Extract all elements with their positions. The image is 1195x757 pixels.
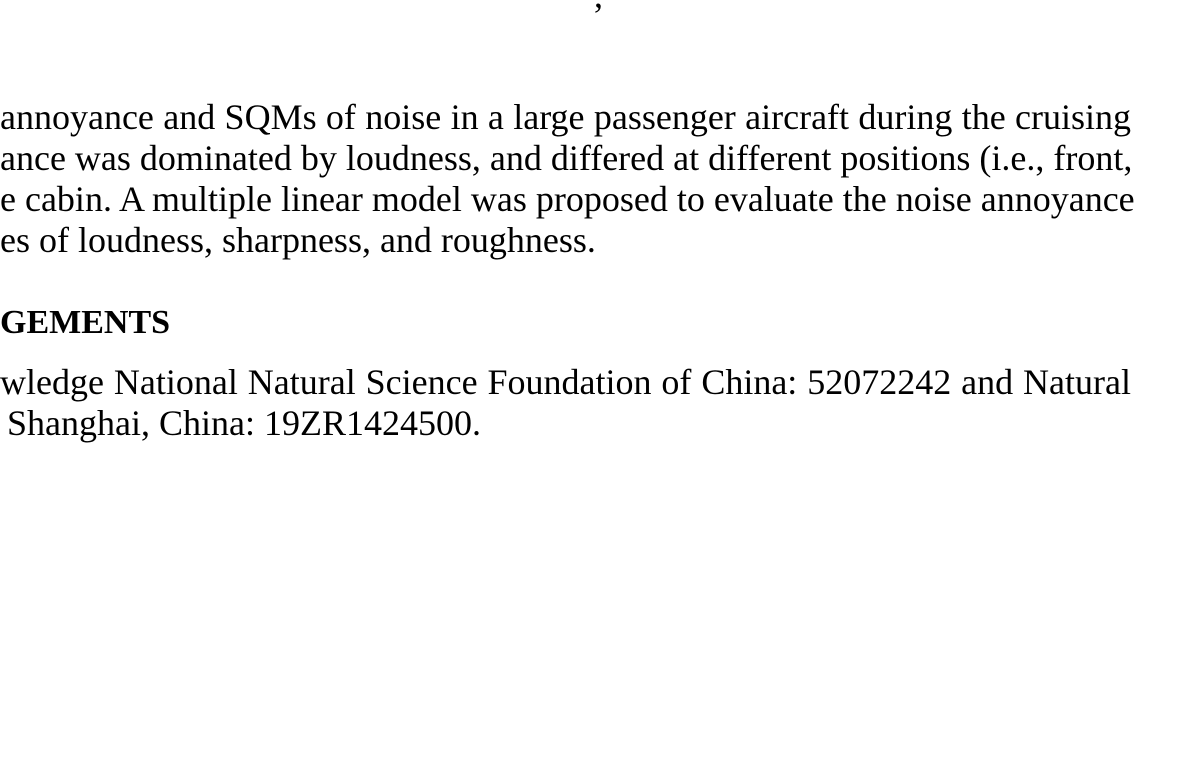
acknowledgement-paragraph-line-2: Shanghai, China: 19ZR1424500. <box>7 403 481 443</box>
cut-off-text-line <box>0 0 603 16</box>
conclusion-paragraph-line-4: es of loudness, sharpness, and roughness. <box>0 220 596 260</box>
conclusion-paragraph-line-1: annoyance and SQMs of noise in a large passenger aircraft during the cruising <box>0 97 1131 137</box>
acknowledgement-paragraph-line-1: wledge National Natural Science Foundation of China: 52072242 and Natural <box>0 362 1131 402</box>
section-heading-acknowledgements: GEMENTS <box>0 304 171 341</box>
conclusion-paragraph-line-3: e cabin. A multiple linear model was proposed to evaluate the noise annoyance <box>0 179 1135 219</box>
conclusion-paragraph-line-2: ance was dominated by loudness, and differed at different positions (i.e., front, <box>0 138 1133 178</box>
